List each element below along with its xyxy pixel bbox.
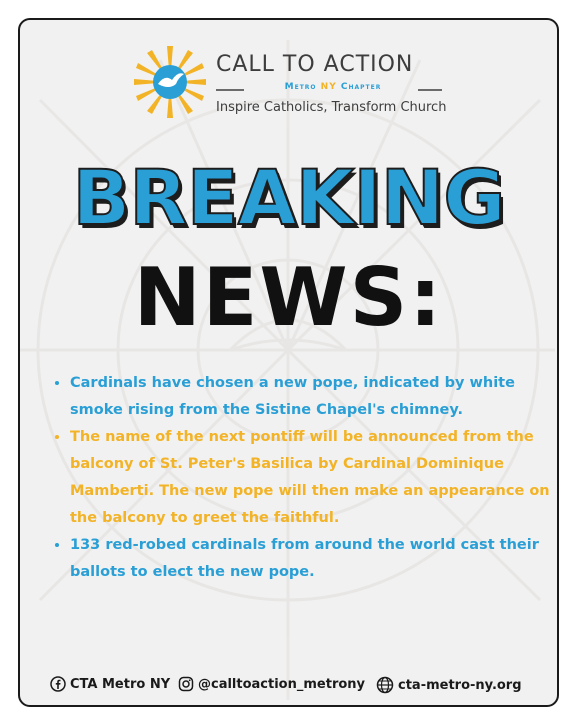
divider-left xyxy=(216,89,244,91)
instagram-icon xyxy=(178,676,194,692)
headline-breaking: BREAKING xyxy=(72,153,505,242)
chapter-prefix: Metro xyxy=(284,82,317,92)
instagram-link[interactable] xyxy=(178,676,365,692)
brand-tagline: Inspire Catholics, Transform Church xyxy=(216,100,447,115)
chapter-ny: NY xyxy=(320,82,337,92)
facebook-icon xyxy=(50,676,66,692)
bullet-item: • 133 red-robed cardinals from around the world cast their ballots to elect the new pope. xyxy=(70,532,556,586)
instagram-handle: @calltoaction_metrony xyxy=(198,676,366,692)
sunburst-dove-icon xyxy=(132,44,208,120)
globe-icon xyxy=(376,676,394,694)
divider-right xyxy=(418,89,442,91)
brand-title: CALL TO ACTION xyxy=(216,52,414,77)
facebook-link[interactable] xyxy=(50,676,170,692)
headline-news: NEWS: xyxy=(133,251,444,344)
chapter-subtitle xyxy=(216,82,442,96)
chapter-suffix: Chapter xyxy=(340,82,382,92)
news-bullet-list xyxy=(48,370,556,586)
website-link[interactable] xyxy=(376,676,522,694)
poster-card xyxy=(18,18,559,707)
facebook-handle: CTA Metro NY xyxy=(70,676,171,692)
footer-social-bar xyxy=(20,676,557,698)
bullet-item: • Cardinals have chosen a new pope, indicated by white smoke rising from the Sistine Chapel's chimney. xyxy=(70,370,556,424)
call-to-action-logo xyxy=(132,44,452,124)
chapter-label xyxy=(250,82,416,92)
website-url: cta-metro-ny.org xyxy=(398,677,522,693)
bullet-item: • The name of the next pontiff will be announced from the balcony of St. Peter's Basilica by Cardinal Dominique Mamberti. The new pope will then make an appearance on the balcony to greet the faithful. xyxy=(70,424,556,532)
